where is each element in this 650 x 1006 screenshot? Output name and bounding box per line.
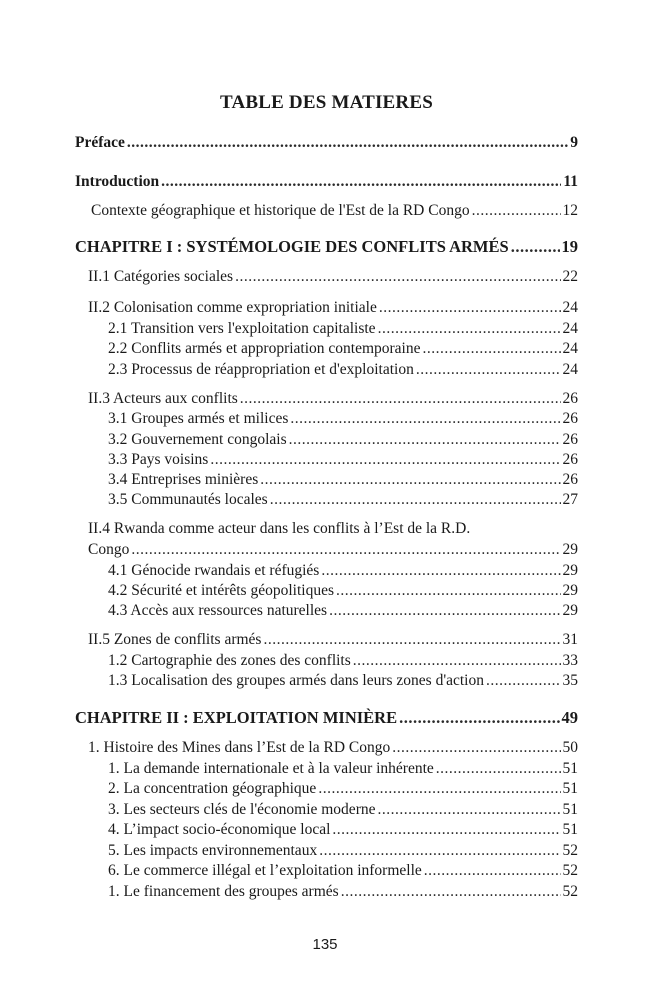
toc-entry-chapter-2[interactable] — [75, 708, 578, 728]
toc-entry-page: 29 — [562, 541, 578, 558]
leader-dots — [332, 820, 560, 840]
toc-entry[interactable] — [108, 651, 578, 671]
toc-entry-page: 52 — [562, 883, 578, 900]
toc-entry[interactable] — [108, 800, 578, 820]
toc-entry-page: 29 — [562, 562, 578, 579]
toc-entry-page: 22 — [562, 268, 578, 285]
leader-dots — [319, 841, 560, 861]
toc-entry-label: Contexte géographique et historique de l'Est de la RD Congo — [91, 202, 470, 219]
toc-entry-label: 1.2 Cartographie des zones des conflits — [108, 652, 351, 669]
leader-dots — [210, 450, 560, 470]
toc-entry[interactable] — [108, 319, 578, 339]
toc-entry-label: 2.3 Processus de réappropriation et d'exploitation — [108, 361, 414, 378]
toc-entry-page: 52 — [562, 842, 578, 859]
toc-entry-label: 4. L’impact socio-économique local — [108, 821, 331, 838]
toc-entry[interactable] — [108, 409, 578, 429]
toc-entry-chapter-1[interactable] — [75, 237, 578, 257]
toc-entry[interactable] — [88, 267, 578, 287]
toc-entry-page: 52 — [562, 862, 578, 879]
toc-entry[interactable] — [88, 389, 578, 409]
toc-entry-label: 2.2 Conflits armés et appropriation contemporaine — [108, 340, 421, 357]
leader-dots — [131, 540, 560, 560]
toc-entry-label: 3.5 Communautés locales — [108, 491, 268, 508]
leader-dots — [472, 201, 561, 221]
leader-dots — [424, 861, 561, 881]
toc-entry-page: 33 — [562, 652, 578, 669]
leader-dots — [436, 759, 561, 779]
toc-entry[interactable] — [108, 861, 578, 881]
toc-entry[interactable] — [108, 671, 578, 691]
toc-entry-page: 51 — [562, 801, 578, 818]
leader-dots — [341, 882, 561, 902]
leader-dots — [399, 708, 559, 728]
toc-entry-page: 24 — [562, 299, 578, 316]
toc-entry[interactable] — [108, 601, 578, 621]
toc-entry-page: 9 — [570, 134, 578, 151]
toc-entry-label: 1. La demande internationale et à la valeur inhérente — [108, 760, 434, 777]
toc-entry[interactable] — [108, 450, 578, 470]
leader-dots — [240, 389, 561, 409]
toc-entry-label: Congo — [88, 541, 130, 558]
leader-dots — [379, 298, 561, 318]
toc-entry-label: 4.1 Génocide rwandais et réfugiés — [108, 562, 320, 579]
toc-entry-label: 2. La concentration géographique — [108, 780, 317, 797]
toc-entry-label: CHAPITRE II : EXPLOITATION MINIÈRE — [75, 708, 398, 727]
toc-entry-label: II.3 Acteurs aux conflits — [88, 390, 238, 407]
leader-dots — [270, 490, 561, 510]
toc-entry-page: 26 — [562, 410, 578, 427]
leader-dots — [511, 237, 560, 257]
toc-entry-page: 29 — [562, 602, 578, 619]
toc-entry-page: 24 — [562, 340, 578, 357]
toc-entry-label: 1.3 Localisation des groupes armés dans leurs zones d'action — [108, 672, 484, 689]
toc-entry-label: 5. Les impacts environnementaux — [108, 842, 318, 859]
toc-entry-label: II.5 Zones de conflits armés — [88, 631, 262, 648]
toc-entry-label: 6. Le commerce illégal et l’exploitation informelle — [108, 862, 422, 879]
leader-dots — [235, 267, 560, 287]
toc-entry-label: Préface — [75, 134, 125, 151]
toc-entry-page: 26 — [562, 471, 578, 488]
toc-entry-label: Introduction — [75, 173, 160, 190]
toc-entry[interactable] — [108, 841, 578, 861]
toc-entry-label: 3.2 Gouvernement congolais — [108, 431, 287, 448]
toc-entry-label: 3.3 Pays voisins — [108, 451, 209, 468]
toc-entry-page: 11 — [563, 173, 578, 190]
toc-entry[interactable] — [108, 779, 578, 799]
toc-entry-page: 12 — [562, 202, 578, 219]
toc-entry-page: 26 — [562, 431, 578, 448]
toc-entry-page: 51 — [562, 780, 578, 797]
leader-dots — [336, 581, 561, 601]
toc-entry[interactable] — [88, 738, 578, 758]
toc-entry-page: 24 — [562, 320, 578, 337]
toc-entry[interactable] — [108, 759, 578, 779]
toc-entry-label: 4.3 Accès aux ressources naturelles — [108, 602, 328, 619]
toc-entry[interactable] — [108, 339, 578, 359]
leader-dots — [263, 630, 560, 650]
toc-entry-label: CHAPITRE I : SYSTÉMOLOGIE DES CONFLITS ARMÉS — [75, 237, 509, 256]
toc-entry[interactable] — [108, 490, 578, 510]
toc-entry-label: 4.2 Sécurité et intérêts géopolitiques — [108, 582, 334, 599]
toc-entry-label: 1. Le financement des groupes armés — [108, 883, 339, 900]
toc-entry-page: 24 — [562, 361, 578, 378]
leader-dots — [486, 671, 561, 691]
toc-entry-label: 3.1 Groupes armés et milices — [108, 410, 289, 427]
toc-entry-line1: II.4 Rwanda comme acteur dans les conflits à l’Est de la R.D. — [88, 520, 471, 537]
toc-entry-page: 49 — [561, 708, 578, 727]
leader-dots — [378, 319, 561, 339]
toc-entry-introduction[interactable] — [75, 172, 578, 192]
toc-entry-label: II.2 Colonisation comme expropriation initiale — [88, 299, 377, 316]
toc-entry[interactable] — [108, 360, 578, 380]
leader-dots — [290, 409, 560, 429]
toc-entry[interactable] — [88, 298, 578, 318]
toc-entry[interactable] — [108, 561, 578, 581]
toc-entry-label: 3.4 Entreprises minières — [108, 471, 259, 488]
toc-entry-page: 50 — [562, 739, 578, 756]
leader-dots — [127, 133, 568, 153]
toc-entry[interactable] — [91, 201, 578, 221]
toc-entry-preface[interactable] — [75, 133, 578, 153]
leader-dots — [423, 339, 561, 359]
toc-entry[interactable] — [108, 470, 578, 490]
leader-dots — [416, 360, 561, 380]
toc-entry[interactable] — [88, 540, 578, 560]
leader-dots — [321, 561, 560, 581]
toc-entry[interactable] — [88, 630, 578, 650]
toc-entry-page: 31 — [562, 631, 578, 648]
toc-entry-page: 51 — [562, 760, 578, 777]
toc-entry-page: 51 — [562, 821, 578, 838]
toc-entry[interactable] — [108, 581, 578, 601]
toc-entry-page: 27 — [562, 491, 578, 508]
toc-entry-page: 26 — [562, 390, 578, 407]
toc-entry-label: II.1 Catégories sociales — [88, 268, 234, 285]
leader-dots — [161, 172, 561, 192]
toc-entry-page: 35 — [562, 672, 578, 689]
leader-dots — [318, 779, 560, 799]
toc-entry-label: 1. Histoire des Mines dans l’Est de la RD Congo — [88, 739, 391, 756]
toc-entry-label: 3. Les secteurs clés de l'économie moderne — [108, 801, 376, 818]
toc-entry-page: 26 — [562, 451, 578, 468]
toc-entry-label: 2.1 Transition vers l'exploitation capitaliste — [108, 320, 376, 337]
leader-dots — [329, 601, 560, 621]
toc-entry[interactable] — [108, 820, 578, 840]
leader-dots — [392, 738, 560, 758]
leader-dots — [289, 430, 561, 450]
leader-dots — [260, 470, 560, 490]
toc-entry-page: 19 — [561, 237, 578, 256]
page-number: 135 — [312, 936, 338, 953]
toc-entry[interactable] — [108, 430, 578, 450]
leader-dots — [353, 651, 561, 671]
toc-entry[interactable] — [108, 882, 578, 902]
toc-entry-page: 29 — [562, 582, 578, 599]
toc-title: TABLE DES MATIERES — [219, 92, 433, 113]
leader-dots — [377, 800, 560, 820]
